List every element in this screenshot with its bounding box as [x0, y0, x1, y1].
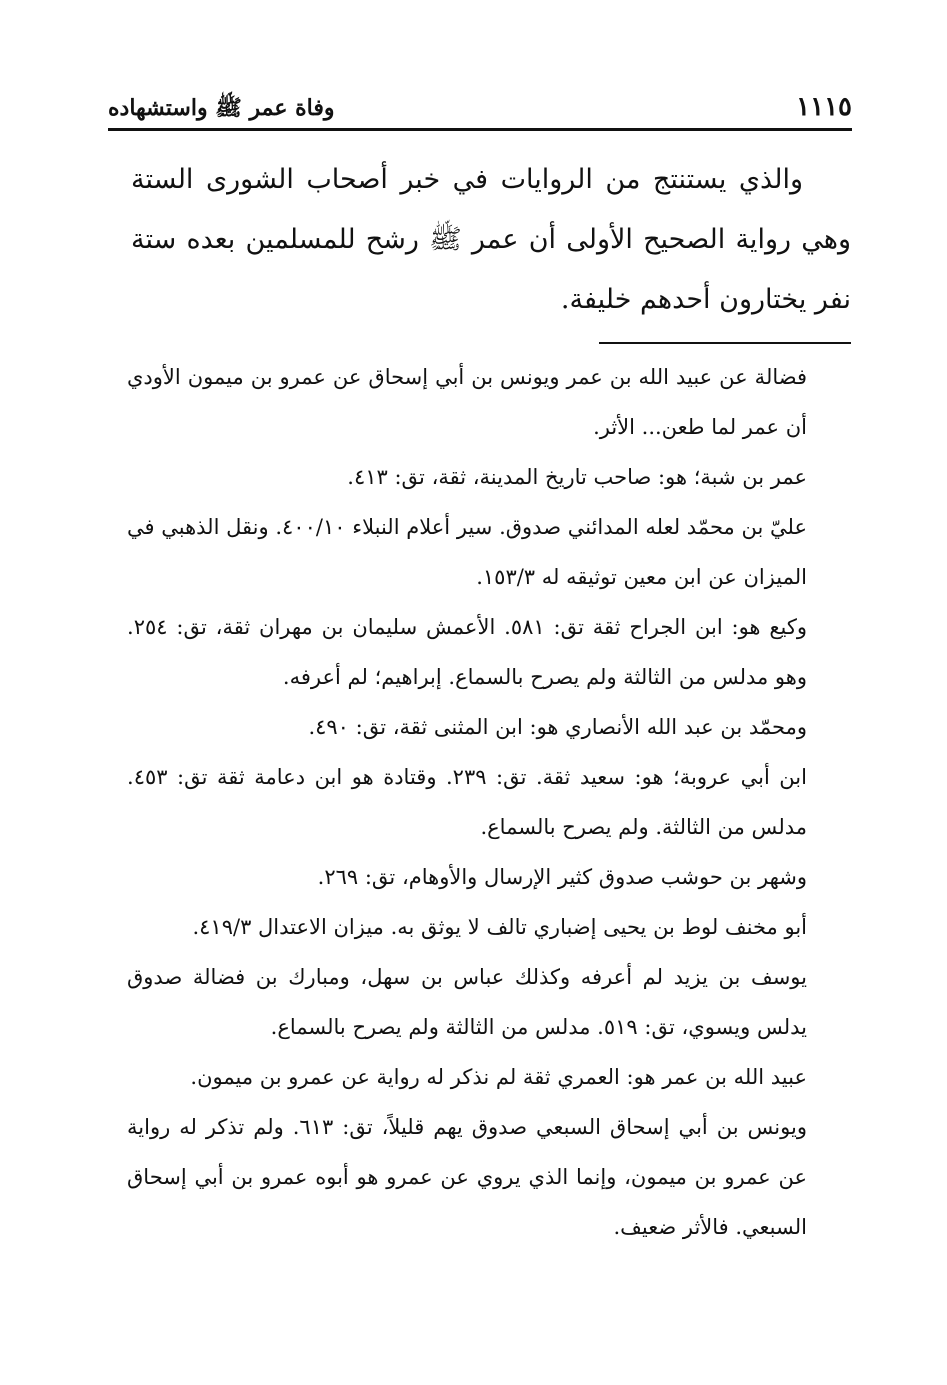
- page-header: [108, 88, 852, 131]
- footnote-entry: أبو مخنف لوط بن يحيى إضباري تالف لا يوثق به. ميزان الاعتدال ٤١٩/٣.: [192, 915, 807, 939]
- footnotes-block: [127, 352, 807, 1252]
- footnote-entry: فضالة عن عبيد الله بن عمر ويونس بن أبي إسحاق عن عمرو بن ميمون الأودي أن عمر لما طعن... الأثر.: [127, 365, 807, 439]
- footnote-entry: ومحمّد بن عبد الله الأنصاري هو: ابن المثنى ثقة، تق: ٤٩٠.: [308, 715, 807, 739]
- page-number: ١١١٥: [796, 92, 852, 122]
- main-paragraph: والذي يستنتج من الروايات في خبر أصحاب الشورى الستة وهي رواية الصحيح الأولى أن عمر ﷺ رشح للمسلمين بعده ستة نفر يختارون أحدهم خليفة.: [131, 164, 851, 315]
- footnote-entry: عليّ بن محمّد لعله المدائني صدوق. سير أعلام النبلاء ٤٠٠/١٠. ونقل الذهبي في الميزان عن ابن معين توثيقه له ١٥٣/٣.: [127, 515, 807, 589]
- footnote-entry: وكيع هو: ابن الجراح ثقة تق: ٥٨١. الأعمش سليمان بن مهران ثقة، تق: ٢٥٤. وهو مدلس من الثالثة ولم يصرح بالسماع. إبراهيم؛ لم أعرفه.: [127, 615, 808, 689]
- running-title: وفاة عمر ﷺ واستشهاده: [108, 95, 335, 121]
- footnote-entry: يوسف بن يزيد لم أعرفه وكذلك عباس بن سهل، ومبارك بن فضالة صدوق يدلس ويسوي، تق: ٥١٩. مدلس من الثالثة ولم يصرح بالسماع.: [127, 965, 807, 1039]
- footnote-entry: ويونس بن أبي إسحاق السبعي صدوق يهم قليلاً، تق: ٦١٣. ولم تذكر له رواية عن عمرو بن ميمون، وإنما الذي يروي عن عمرو هو أبوه عمرو بن أبي إسحاق السبعي. فالأثر ضعيف.: [127, 1115, 807, 1239]
- footnote-entry: ابن أبي عروبة؛ هو: سعيد ثقة. تق: ٢٣٩. وقتادة هو ابن دعامة ثقة تق: ٤٥٣. مدلس من الثالثة. ولم يصرح بالسماع.: [127, 765, 807, 839]
- footnote-entry: عمر بن شبة؛ هو: صاحب تاريخ المدينة، ثقة، تق: ٤١٣.: [347, 465, 807, 489]
- footnote-separator: [599, 342, 851, 344]
- footnote-entry: عبيد الله بن عمر هو: العمري ثقة لم نذكر له رواية عن عمرو بن ميمون.: [190, 1065, 807, 1089]
- footnote-entry: وشهر بن حوشب صدوق كثير الإرسال والأوهام، تق: ٢٦٩.: [317, 865, 807, 889]
- main-body-text: [131, 150, 851, 330]
